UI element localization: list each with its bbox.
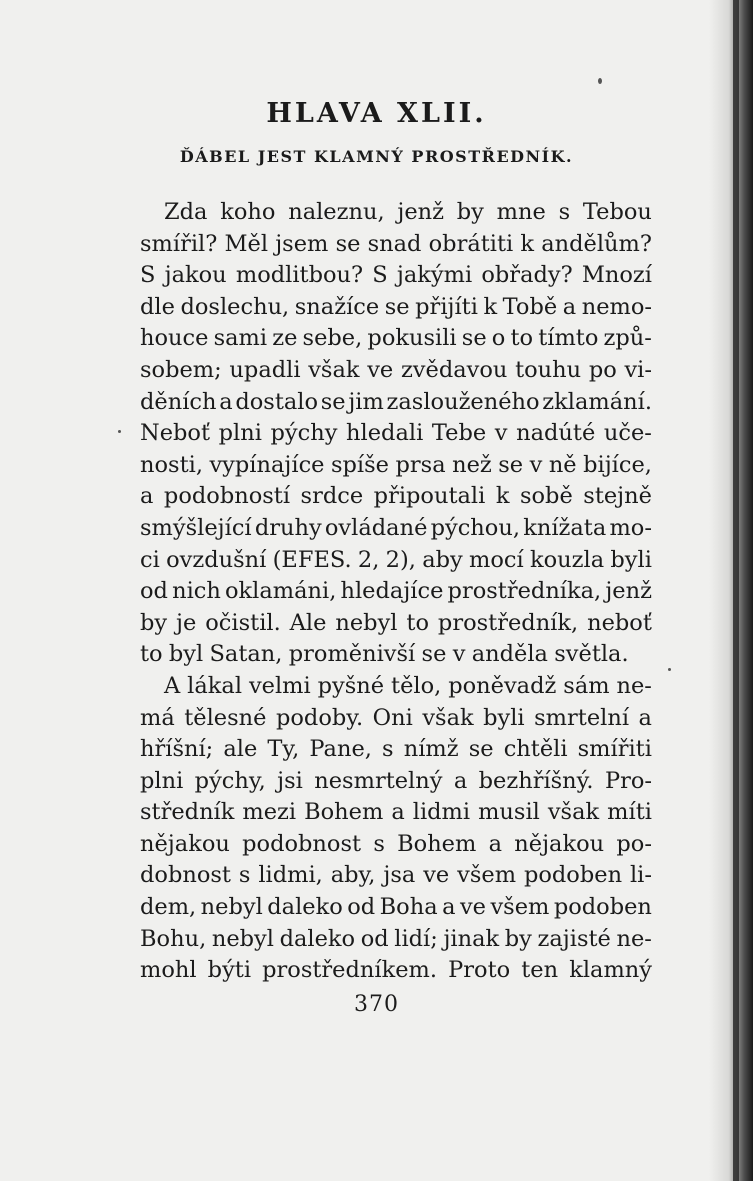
text-line: nosti, vypínajíce spíše prsa než se v ně bijíce, [140, 451, 652, 478]
text-line: Zda koho naleznu, jenž by mne s Tebou [164, 199, 652, 225]
ink-speck [668, 668, 671, 671]
text-line: mohl býti prostředníkem. Proto ten klamný [140, 957, 652, 984]
text-line: dem, nebyl daleko od Boha a ve všem podoben [140, 894, 652, 921]
page-gutter-shadow [709, 0, 753, 1181]
text-line: ci ovzdušní (EFES. 2, 2), aby mocí kouzla byli [140, 546, 652, 573]
text-line: by je očistil. Ale nebyl to prostředník, neboť [140, 609, 652, 636]
text-line: děních a dostalo se jim zaslouženého zklamání. [140, 388, 652, 415]
text-line: a podobností srdce připoutali k sobě stejně [140, 483, 652, 510]
text-line: dobnost s lidmi, aby, jsa ve všem podoben li- [140, 862, 652, 889]
text-line: Bohu, nebyl daleko od lidí; jinak by zajisté ne- [140, 925, 652, 952]
text-line: smýšlející druhy ovládané pýchou, knížata mo- [140, 514, 652, 541]
chapter-title: HLAVA XLII. [266, 98, 487, 129]
body-text [140, 197, 652, 987]
text-line: nějakou podobnost s Bohem a nějakou po- [140, 830, 652, 857]
text-line: A lákal velmi pyšné tělo, poněvadž sám ne- [164, 672, 652, 699]
text-line: smířil? Měl jsem se snad obrátiti k andělům? [140, 230, 652, 257]
text-line: hříšní; ale Ty, Pane, s nímž se chtěli smířiti [140, 736, 652, 763]
page-number: 370 [354, 992, 399, 1017]
text-line: S jakou modlitbou? S jakými obřady? Mnozí [140, 262, 652, 289]
text-line: Neboť plni pýchy hledali Tebe v nadúté uče- [140, 420, 652, 447]
text-line: od nich oklamáni, hledajíce prostředníka, jenž [140, 578, 652, 605]
ink-speck [118, 430, 121, 433]
text-line: dle doslechu, snažíce se přijíti k Tobě a nemo- [140, 293, 652, 320]
chapter-subtitle: ĎÁBEL JEST KLAMNÝ PROSTŘEDNÍK. [179, 147, 574, 166]
text-line: houce sami ze sebe, pokusili se o to tímto způ- [140, 325, 652, 352]
text-line: to byl Satan, proměnivší se v anděla světla. [140, 641, 629, 668]
text-line: sobem; upadli však ve zvědavou touhu po vi- [140, 356, 652, 383]
ink-speck [598, 78, 602, 84]
text-line: středník mezi Bohem a lidmi musil však míti [140, 799, 652, 826]
page-edge [733, 0, 739, 1181]
text-line: má tělesné podoby. Oni však byli smrtelní a [140, 704, 652, 731]
text-line: plni pýchy, jsi nesmrtelný a bezhříšný. Pro- [140, 767, 652, 794]
